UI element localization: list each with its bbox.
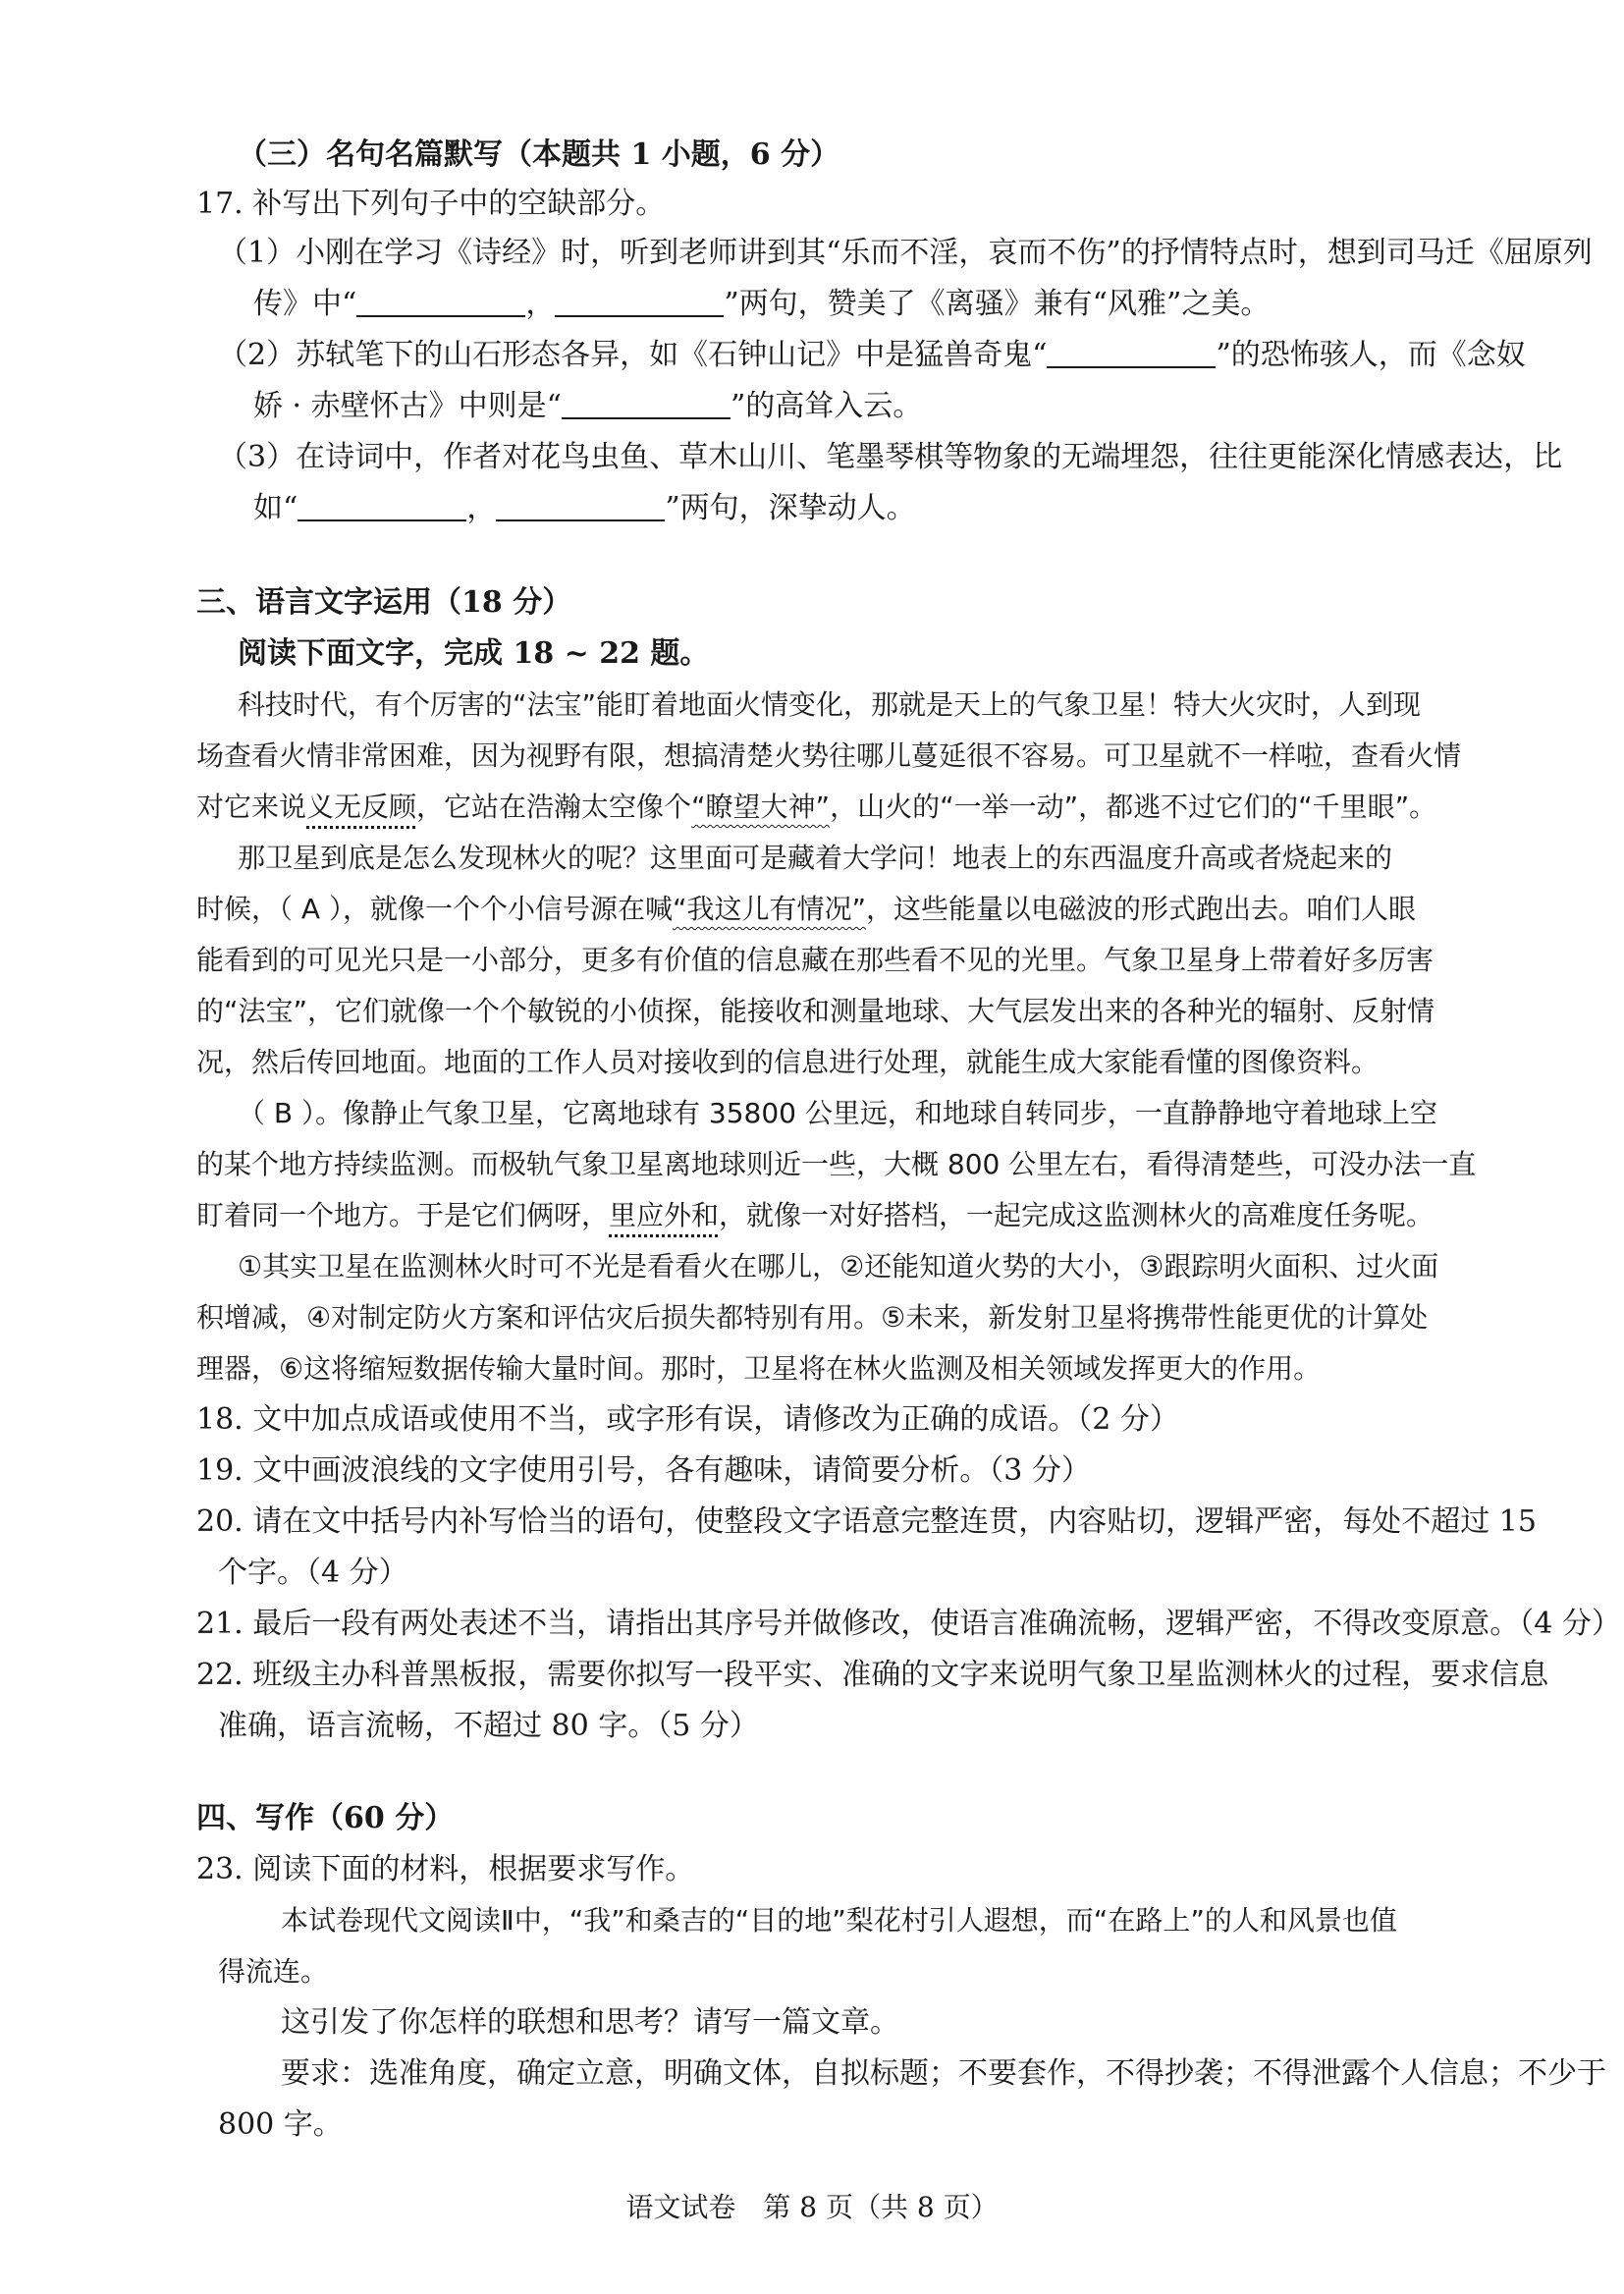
text: ，这些能量以电磁波的形式跑出去。咱们人眼 <box>865 893 1416 925</box>
wavy-quote: “瞭望大神” <box>691 791 831 823</box>
passage-para2-line2 <box>196 884 1416 935</box>
writing-prompt: 这引发了你怎样的联想和思考？请写一篇文章。 <box>281 2005 899 2040</box>
passage-para3-line3 <box>196 1190 1434 1241</box>
answer-blank[interactable] <box>298 490 466 521</box>
section-title-writing: 四、写作（60 分） <box>196 1801 455 1835</box>
passage-para2-line4: 的“法宝”，它们就像一个个敏锐的小侦探，能接收和测量地球、大气层发出来的各种光的辐射、反射情 <box>196 995 1435 1027</box>
q19: 19. 文中画波浪线的文字使用引号，各有趣味，请简要分析。（3 分） <box>196 1453 1091 1488</box>
q17-p2-text-d: ”的高耸入云。 <box>730 389 923 423</box>
passage-para3-line2: 的某个地方持续监测。而极轨气象卫星离地球则近一些，大概 800 公里左右，看得清楚些，可没办法一直 <box>196 1148 1477 1180</box>
answer-blank[interactable] <box>555 286 724 317</box>
passage-para2-line3: 能看到的可见光只是一小部分，更多有价值的信息藏在那些看不见的光里。气象卫星身上带着好多厉害 <box>196 944 1435 976</box>
q17-p2-text-a: （2）苏轼笔下的山石形态各异，如《石钟山记》中是猛兽奇鬼“ <box>218 338 1048 372</box>
q17-stem: 17. 补写出下列句子中的空缺部分。 <box>196 187 666 221</box>
passage-para4-line2: 积增减，④对制定防火方案和评估灾后损失都特别有用。⑤未来，新发射卫星将携带性能更优的计算处 <box>196 1301 1429 1334</box>
q17-p1-line2 <box>253 279 1270 330</box>
subsection-title: （三）名句名篇默写（本题共 1 小题，6 分） <box>238 137 840 172</box>
wavy-quote: “我这儿有情况” <box>672 893 866 925</box>
q17-p1-text-c: ”两句，赞美了《离骚》兼有“风雅”之美。 <box>724 287 1271 321</box>
q18: 18. 文中加点成语或使用不当，或字形有误，请修改为正确的成语。（2 分） <box>196 1402 1179 1437</box>
text: ，它站在浩瀚太空像个 <box>416 791 692 823</box>
q17-p3-text-a: 如“ <box>253 491 298 525</box>
text: 对它来说 <box>196 791 307 823</box>
passage-para4-line1: ①其实卫星在监测林火时可不光是看看火在哪儿，②还能知道火势的大小，③跟踪明火面积、过火面 <box>238 1250 1439 1283</box>
q17-p1-line1: （1）小刚在学习《诗经》时，听到老师讲到其“乐而不淫，哀而不伤”的抒情特点时，想到司马迁《屈原列 <box>218 236 1593 270</box>
q17-p2-line2 <box>253 381 922 432</box>
q20-line2: 个字。（4 分） <box>218 1556 408 1590</box>
passage-para1-line2: 场查看火情非常困难，因为视野有限，想搞清楚火势往哪儿蔓延很不容易。可卫星就不一样啦，查看火情 <box>196 739 1462 772</box>
answer-blank[interactable] <box>1047 337 1216 368</box>
writing-requirements-line2: 800 字。 <box>218 2107 343 2142</box>
material-line1: 本试卷现代文阅读Ⅱ中，“我”和桑吉的“目的地”梨花村引人遐想，而“在路上”的人和风景也值 <box>281 1904 1397 1937</box>
q17-p3-text-c: ”两句，深挚动人。 <box>665 491 916 525</box>
passage-para1-line3 <box>196 782 1436 833</box>
text: 时候，（ A ），就像一个个小信号源在喊 <box>196 893 673 925</box>
text: 盯着同一个地方。于是它们俩呀， <box>196 1199 610 1231</box>
q17-p3-line1: （3）在诗词中，作者对花鸟虫鱼、草木山川、笔墨琴棋等物象的无端埋怨，往往更能深化情感表达，比 <box>218 440 1563 474</box>
q17-p2-line1 <box>218 330 1526 381</box>
q17-p1-text-a: 传》中“ <box>253 287 357 321</box>
q17-p2-text-b: ”的恐怖骇人，而《念奴 <box>1216 338 1526 372</box>
dotted-idiom: 里应外和 <box>609 1199 720 1231</box>
page-footer: 语文试卷 第 8 页（共 8 页） <box>625 2191 999 2223</box>
dotted-idiom: 义无反顾 <box>306 791 417 823</box>
section-title-language: 三、语言文字运用（18 分） <box>196 585 572 620</box>
q21: 21. 最后一段有两处表述不当，请指出其序号并做修改，使语言准确流畅，逻辑严密，不得改变原意。（4 分） <box>196 1607 1621 1641</box>
material-line2: 得流连。 <box>218 1955 329 1988</box>
reading-intro: 阅读下面文字，完成 18 ~ 22 题。 <box>238 636 710 671</box>
writing-requirements-line1: 要求：选准角度，确定立意，明确文体，自拟标题；不要套作，不得抄袭；不得泄露个人信息；不少于 <box>281 2056 1606 2091</box>
answer-blank[interactable] <box>496 490 665 521</box>
q20-line1: 20. 请在文中括号内补写恰当的语句，使整段文字语意完整连贯，内容贴切，逻辑严密，每处不超过 15 <box>196 1504 1537 1539</box>
q17-p1-text-b: ， <box>525 287 556 321</box>
text: ，就像一对好搭档，一起完成这监测林火的高难度任务呢。 <box>719 1199 1435 1231</box>
text: ，山火的“一举一动”，都逃不过它们的“千里眼”。 <box>830 791 1437 823</box>
passage-para4-line3: 理器，⑥这将缩短数据传输大量时间。那时，卫星将在林火监测及相关领域发挥更大的作用。 <box>196 1352 1322 1385</box>
q22-line1: 22. 班级主办科普黑板报，需要你拟写一段平实、准确的文字来说明气象卫星监测林火的过程，要求信息 <box>196 1658 1549 1692</box>
q17-p2-text-c: 娇 · 赤壁怀古》中则是“ <box>253 389 562 423</box>
q22-line2: 准确，语言流畅，不超过 80 字。（5 分） <box>218 1709 759 1743</box>
passage-para2-line1: 那卫星到底是怎么发现林火的呢？这里面可是藏着大学问！地表上的东西温度升高或者烧起来的 <box>238 842 1393 874</box>
answer-blank[interactable] <box>562 388 731 419</box>
q17-p3-line2 <box>253 483 916 534</box>
passage-para2-line5: 况，然后传回地面。地面的工作人员对接收到的信息进行处理，就能生成大家能看懂的图像资料。 <box>196 1046 1380 1078</box>
passage-para1-line1: 科技时代，有个厉害的“法宝”能盯着地面火情变化，那就是天上的气象卫星！特大火灾时，人到现 <box>238 688 1422 721</box>
passage-para3-line1: （ B ）。像静止气象卫星，它离地球有 35800 公里远，和地球自转同步，一直静静地守着地球上空 <box>238 1097 1437 1129</box>
answer-blank[interactable] <box>356 286 525 317</box>
q23-stem: 23. 阅读下面的材料，根据要求写作。 <box>196 1852 695 1886</box>
q17-p3-text-b: ， <box>466 491 497 525</box>
